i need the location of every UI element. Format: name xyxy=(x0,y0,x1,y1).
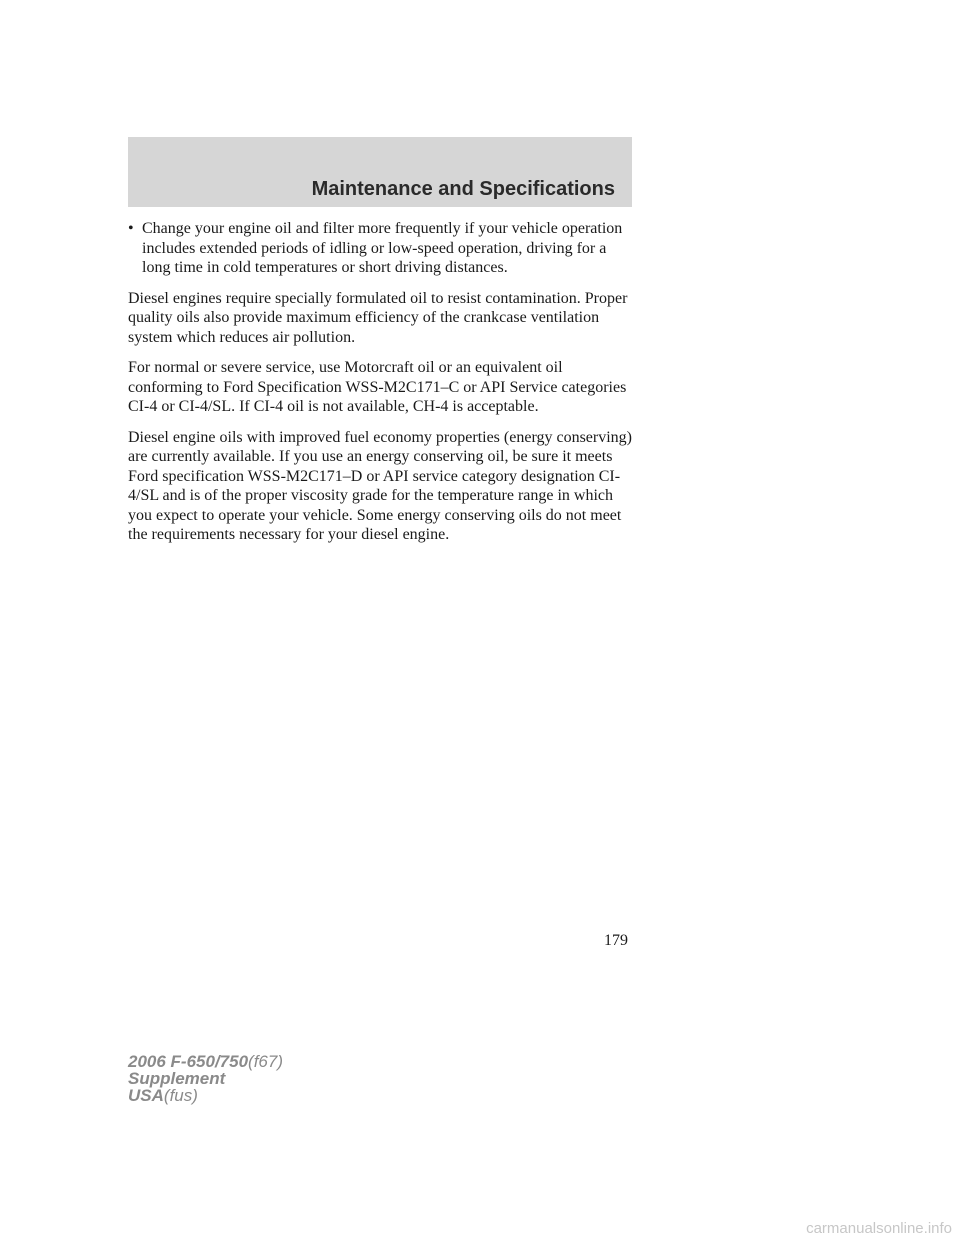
footer-model: 2006 F-650/750 xyxy=(128,1052,249,1071)
footer-line-model xyxy=(128,1053,283,1070)
footer-line-region xyxy=(128,1087,283,1104)
watermark: carmanualsonline.info xyxy=(806,1220,952,1237)
footer-model-info xyxy=(128,1053,283,1104)
paragraph-energy-conserving: Diesel engine oils with improved fuel economy properties (energy conserving) are currently available. If you use an energy conserving oil, be sure it meets Ford specification WSS-M2C171–D or API service category designation CI-4/SL and is of the proper viscosity grade for the temperature range in which you expect to operate your vehicle. Some energy conserving oils do not meet the requirements necessary for your diesel engine. xyxy=(128,428,633,543)
footer-region: USA xyxy=(128,1086,164,1105)
footer-supplement: Supplement xyxy=(128,1069,226,1088)
paragraph-service-oil: For normal or severe service, use Motorcraft oil or an equivalent oil conforming to Ford Specification WSS-M2C171–C or API Service categories CI-4 or CI-4/SL. If CI-4 oil is not available, CH-4 is acceptable. xyxy=(128,359,627,415)
bullet-item xyxy=(128,219,638,278)
paragraph-diesel-oil: Diesel engines require specially formulated oil to resist contamination. Proper quality oils also provide maximum efficiency of the crankcase ventilation system which reduces air pollution. xyxy=(128,289,628,346)
footer-line-supplement xyxy=(128,1070,283,1087)
bullet-text: Change your engine oil and filter more frequently if your vehicle operation includes extended periods of idling or low-speed operation, driving for a long time in cold temperatures or short driving distances. xyxy=(142,220,623,276)
page-number: 179 xyxy=(604,932,628,949)
page-content xyxy=(128,219,638,556)
bullet-icon: • xyxy=(128,220,134,237)
footer-model-code: (f67) xyxy=(248,1052,284,1071)
footer-region-code: (fus) xyxy=(163,1086,198,1105)
section-title: Maintenance and Specifications xyxy=(311,178,615,200)
section-header-band xyxy=(128,137,632,207)
